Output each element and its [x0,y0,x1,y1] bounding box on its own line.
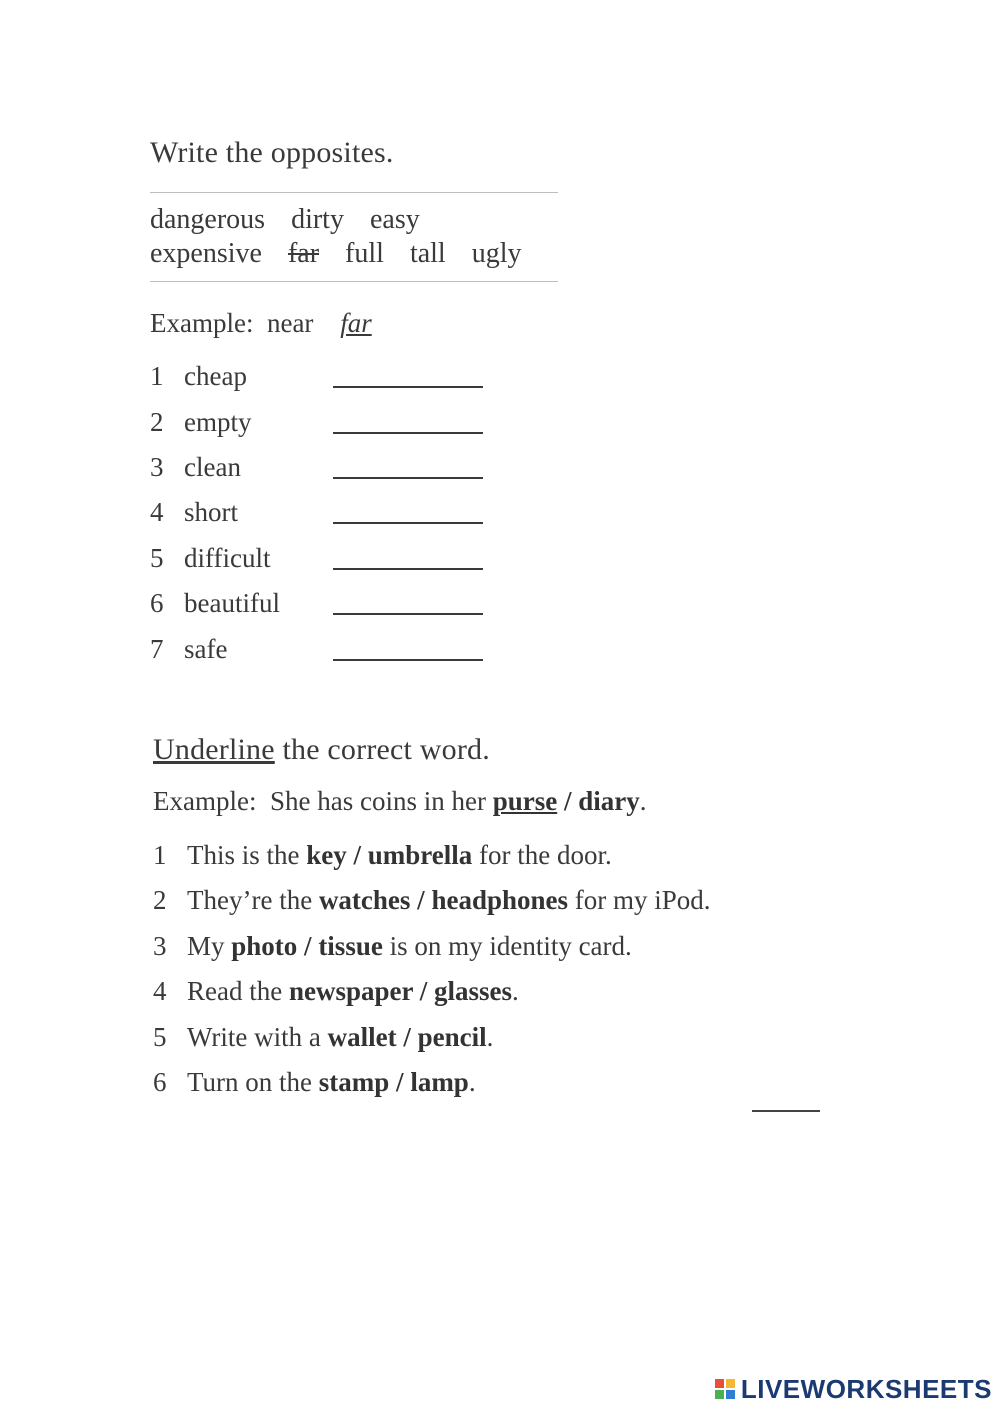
answer-blank[interactable] [333,568,483,570]
word-option[interactable]: lamp [410,1067,469,1097]
word-option[interactable]: newspaper [288,976,413,1006]
sentence-item [153,1067,476,1098]
opposite-item [150,407,490,441]
option-separator: / [297,931,319,961]
sentence-item [153,976,519,1007]
word-bank-word: ugly [471,238,522,269]
example-option: diary [578,786,640,816]
word-bank-word-used: far [287,238,320,269]
item-number: 4 [150,497,164,527]
word-bank-row-2 [150,238,547,270]
section2-title-underlined: Underline [153,733,275,766]
option-separator: / [346,840,368,870]
score-mark-line [752,1110,820,1112]
item-number: 5 [150,543,164,573]
item-number: 3 [150,452,164,482]
item-number: 2 [153,885,167,915]
opposite-item [150,634,490,668]
opposite-item [150,588,490,622]
sentence-pre: Turn on the [187,1067,319,1097]
logo-text: LIVEWORKSHEETS [740,1374,992,1404]
example-label: Example: [153,786,257,816]
item-number: 3 [153,931,167,961]
section1-example [150,308,372,339]
sentence-post: . [486,1022,494,1052]
section2-title [153,733,490,767]
item-number: 6 [150,588,164,618]
item-number: 6 [153,1067,167,1097]
option-separator: / [396,1022,418,1052]
item-number: 7 [150,634,164,664]
word-option[interactable]: glasses [434,976,513,1006]
word-bank-word: expensive [150,238,262,269]
answer-blank[interactable] [333,659,483,661]
liveworksheets-logo-icon [715,1379,737,1401]
item-number: 1 [150,361,164,391]
sentence-post: for my iPod. [568,885,711,915]
item-word: difficult [184,543,271,573]
sentence-post: . [468,1067,476,1097]
word-bank-top-rule [150,192,558,193]
sentence-pre: This is the [187,840,307,870]
word-bank-word: tall [409,238,446,269]
answer-blank[interactable] [333,477,483,479]
item-number: 4 [153,976,167,1006]
sentence-item [153,931,632,962]
word-option[interactable]: stamp [318,1067,390,1097]
sentence-pre: My [187,931,232,961]
sentence-post: is on my identity card. [382,931,632,961]
option-separator: / [557,786,579,816]
sentence-post: for the door. [472,840,612,870]
example-word: near [266,308,314,338]
opposite-item [150,452,490,486]
answer-blank[interactable] [333,386,483,388]
answer-blank[interactable] [333,613,483,615]
word-bank-word: full [345,238,384,269]
word-bank-word: dangerous [150,204,266,235]
word-bank-row-1 [150,204,446,236]
answer-blank[interactable] [333,432,483,434]
sentence-post: . [512,976,519,1006]
sentence-item [153,1022,493,1053]
option-separator: / [389,1067,411,1097]
item-word: beautiful [184,588,280,618]
word-bank-word: easy [369,204,420,235]
item-word: safe [184,634,228,664]
word-option[interactable]: headphones [431,885,568,915]
word-option[interactable]: wallet [327,1022,397,1052]
word-bank-word: dirty [291,204,344,235]
opposite-item [150,497,490,531]
liveworksheets-logo[interactable] [715,1374,992,1405]
item-number: 2 [150,407,164,437]
section1-title: Write the opposites. [150,136,394,169]
example-post: . [639,786,647,816]
option-separator: / [413,976,435,1006]
section2-example [153,786,646,817]
word-option[interactable]: pencil [417,1022,487,1052]
item-number: 1 [153,840,167,870]
option-separator: / [410,885,432,915]
sentence-pre: Write with a [187,1022,328,1052]
item-word: cheap [184,361,247,391]
example-answer: far [340,308,372,338]
sentence-item [153,885,711,916]
item-word: short [184,497,238,527]
answer-blank[interactable] [333,522,483,524]
word-option[interactable]: photo [231,931,298,961]
sentence-pre: Read the [187,976,289,1006]
word-option[interactable]: umbrella [367,840,473,870]
word-option[interactable]: tissue [318,931,383,961]
sentence-item [153,840,612,871]
word-option[interactable]: key [306,840,347,870]
word-bank-bottom-rule [150,281,558,282]
opposite-item [150,361,490,395]
example-label: Example: [150,308,254,338]
word-option[interactable]: watches [318,885,411,915]
item-word: empty [184,407,252,437]
example-option-correct: purse [492,786,558,816]
opposite-item [150,543,490,577]
section2-title-rest: the correct word. [274,733,490,766]
example-pre: She has coins in her [269,786,493,816]
item-word: clean [184,452,241,482]
item-number: 5 [153,1022,167,1052]
sentence-pre: They’re the [187,885,319,915]
